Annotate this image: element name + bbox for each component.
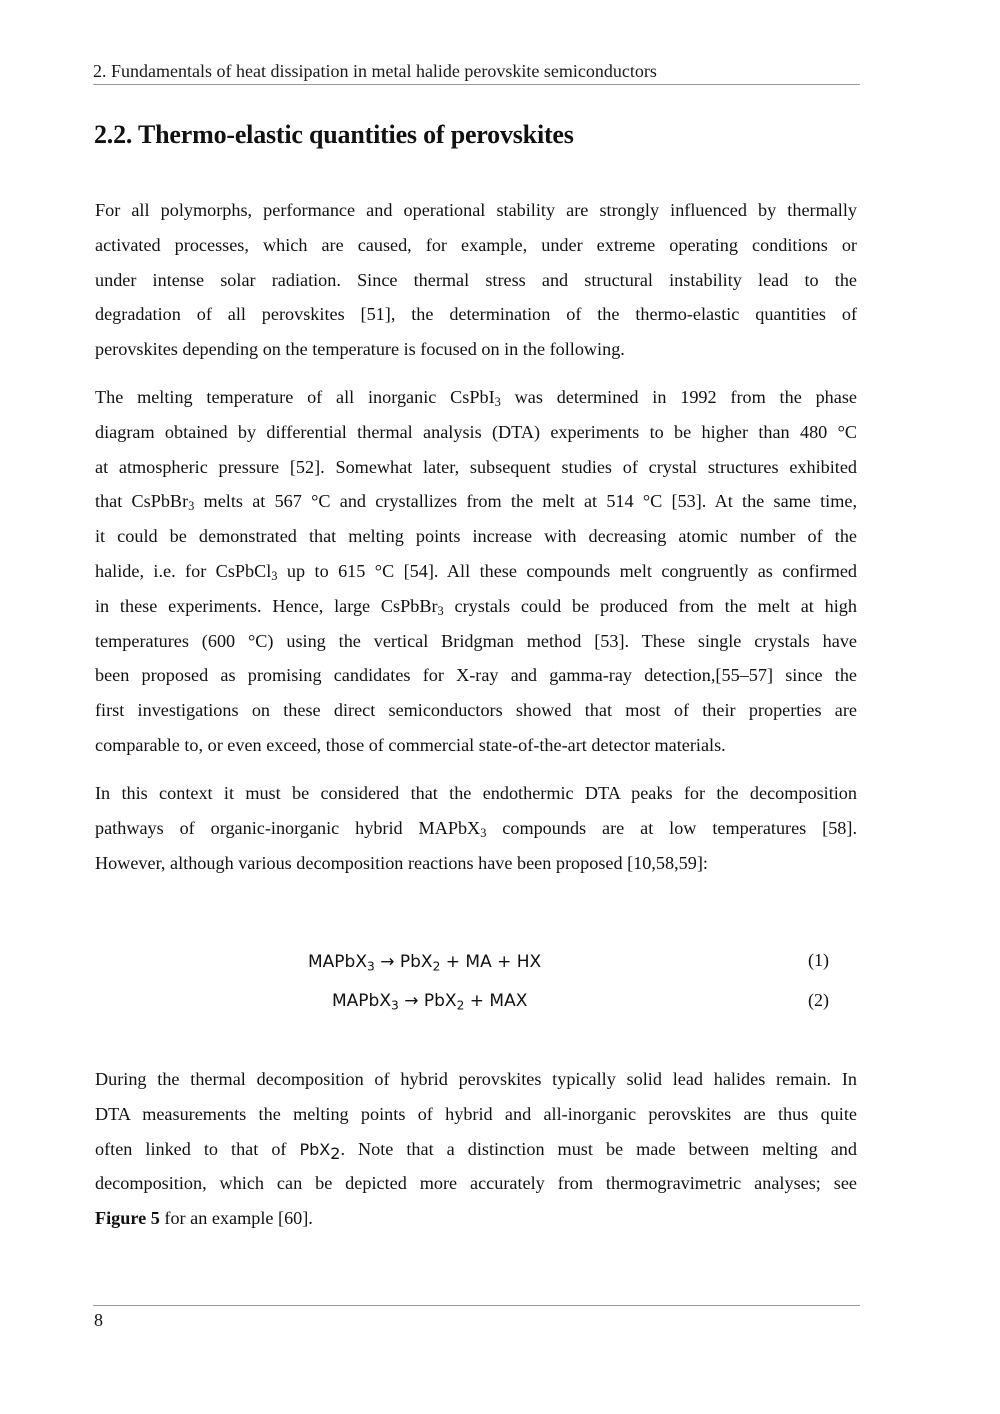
page-number: 8 <box>94 1310 103 1330</box>
text-line: under intense solar radiation. Since thermal stress and structural instability lead to the <box>95 269 857 290</box>
paragraph-melting-temperatures <box>95 380 857 763</box>
text-line: Figure 5 for an example [60]. <box>95 1208 313 1229</box>
paragraph-intro <box>95 193 857 367</box>
paragraph-thermal-decomposition <box>95 1062 857 1236</box>
equation-2: MAPbX$_3$ → PbX$_2$ + MAX <box>332 991 528 1013</box>
paragraph-decomposition-intro <box>95 776 857 880</box>
equation-number-1: (1) <box>808 950 829 970</box>
text-line: at atmospheric pressure [52]. Somewhat later, subsequent studies of crystal structures exhibited <box>95 456 857 477</box>
text-line: in these experiments. Hence, large CsPbBr$_3$ crystals could be produced from the melt at high <box>95 595 857 618</box>
text-line: comparable to, or even exceed, those of commercial state-of-the-art detector materials. <box>95 734 726 755</box>
text-line: DTA measurements the melting points of hybrid and all-inorganic perovskites are thus quite <box>95 1103 857 1124</box>
text-line: often linked to that of PbX$_2$. Note that a distinction must be made between melting and <box>95 1138 857 1163</box>
text-line: degradation of all perovskites [51], the determination of the thermo-elastic quantities of <box>95 304 857 325</box>
text-line: that CsPbBr$_3$ melts at 567 °C and crystallizes from the melt at 514 °C [53]. At the same time, <box>95 491 857 514</box>
text-line: first investigations on these direct semiconductors showed that most of their properties are <box>95 700 857 721</box>
text-line: been proposed as promising candidates for X-ray and gamma-ray detection,[55–57] since the <box>95 665 857 686</box>
text-line: However, although various decomposition reactions have been proposed [10,58,59]: <box>95 852 708 873</box>
text-line: activated processes, which are caused, for example, under extreme operating conditions or <box>95 234 857 255</box>
text-line: diagram obtained by differential thermal analysis (DTA) experiments to be higher than 480 °C <box>95 421 857 442</box>
footer-divider <box>93 1305 860 1306</box>
text-line: The melting temperature of all inorganic CsPbI$_3$ was determined in 1992 from the phase <box>95 387 857 410</box>
text-line: temperatures (600 °C) using the vertical Bridgman method [53]. These single crystals have <box>95 630 857 651</box>
equation-1: MAPbX$_3$ → PbX$_2$ + MA + HX <box>308 952 542 974</box>
text-line: For all polymorphs, performance and operational stability are strongly influenced by thermally <box>95 200 857 220</box>
text-line: perovskites depending on the temperature is focused on in the following. <box>95 339 625 360</box>
arrow-icon: → <box>404 991 419 1011</box>
text-line: pathways of organic-inorganic hybrid MAPbX$_3$ compounds are at low temperatures [58]. <box>95 817 857 840</box>
text-line: decomposition, which can be depicted more accurately from thermogravimetric analyses; see <box>95 1173 857 1194</box>
figure-reference-link[interactable]: Figure 5 <box>95 1208 160 1229</box>
running-header: 2. Fundamentals of heat dissipation in metal halide perovskite semiconductors <box>93 61 657 81</box>
text-line: In this context it must be considered that the endothermic DTA peaks for the decomposition <box>95 783 857 803</box>
text-line: it could be demonstrated that melting points increase with decreasing atomic number of the <box>95 526 857 547</box>
text-line: During the thermal decomposition of hybrid perovskites typically solid lead halides remain. In <box>95 1069 857 1089</box>
section-title: 2.2. Thermo-elastic quantities of perovskites <box>94 120 574 149</box>
equation-number-2: (2) <box>808 990 829 1010</box>
text-line: halide, i.e. for CsPbCl$_3$ up to 615 °C [54]. All these compounds melt congruently as confirmed <box>95 560 858 584</box>
header-divider <box>93 84 860 85</box>
arrow-icon: → <box>380 952 395 972</box>
